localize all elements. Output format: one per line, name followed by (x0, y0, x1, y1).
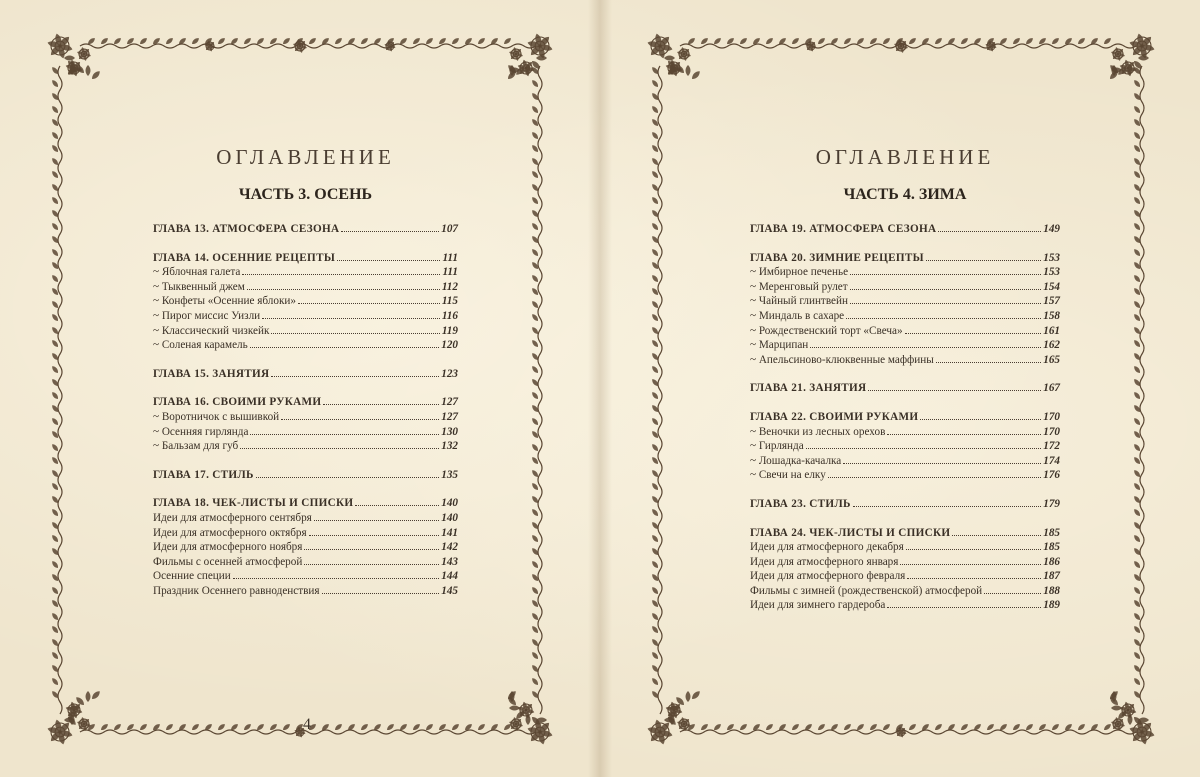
toc-entry-label: ~ Классический чизкейк (153, 324, 270, 337)
toc-entry-page: 135 (441, 468, 458, 481)
toc-entry-label: ГЛАВА 13. АТМОСФЕРА СЕЗОНА (153, 223, 340, 235)
toc-content-left (153, 145, 458, 612)
toc-entry (750, 555, 1060, 570)
dot-leader (271, 333, 439, 334)
toc-chapter-entry (153, 496, 458, 511)
toc-group (153, 367, 458, 382)
toc-entry-page: 119 (441, 324, 458, 337)
dot-leader (233, 578, 439, 579)
toc-entry (153, 294, 458, 309)
toc-entry (153, 584, 458, 599)
toc-entry-label: ГЛАВА 18. ЧЕК-ЛИСТЫ И СПИСКИ (153, 497, 354, 510)
dot-leader (250, 347, 439, 348)
toc-entry-label: Идеи для атмосферного сентября (153, 511, 312, 524)
toc-entry-page: 179 (1043, 497, 1060, 510)
toc-entry-page: 167 (1043, 382, 1060, 395)
dot-leader (309, 535, 440, 536)
toc-entry-page: 157 (1043, 295, 1060, 308)
toc-entry (153, 425, 458, 440)
toc-entry-label: ~ Марципан (750, 339, 809, 352)
dot-leader (843, 463, 1041, 464)
toc-group (153, 496, 458, 598)
toc-entry (750, 353, 1060, 368)
toc-chapter-entry (153, 222, 458, 237)
toc-entry-label: ГЛАВА 15. ЗАНЯТИЯ (153, 367, 270, 380)
dot-leader (298, 303, 440, 304)
toc-entry-label: ~ Тыквенный джем (153, 280, 245, 293)
toc-entry-label: ГЛАВА 20. ЗИМНИЕ РЕЦЕПТЫ (750, 251, 924, 264)
toc-entry-label: Идеи для атмосферного декабря (750, 541, 904, 554)
toc-entry-page: 127 (441, 396, 458, 409)
toc-group (750, 410, 1060, 483)
toc-entry-label: ГЛАВА 24. ЧЕК-ЛИСТЫ И СПИСКИ (750, 526, 951, 539)
toc-entry (153, 569, 458, 584)
dot-leader (938, 231, 1041, 232)
toc-entry-label: ~ Свечи на елку (750, 469, 826, 482)
toc-entry (153, 338, 458, 353)
toc-entry-page: 140 (441, 511, 458, 524)
toc-chapter-entry (750, 222, 1060, 237)
toc-entry (153, 309, 458, 324)
toc-entry-label: Праздник Осеннего равноденствия (153, 584, 320, 597)
toc-entry-label: ~ Лошадка-качалка (750, 454, 842, 467)
dot-leader (907, 578, 1041, 579)
dot-leader (984, 593, 1041, 594)
toc-group (750, 222, 1060, 237)
toc-entry-page: 149 (1043, 223, 1060, 235)
toc-entry-label: ГЛАВА 14. ОСЕННИЕ РЕЦЕПТЫ (153, 251, 336, 264)
toc-group (153, 251, 458, 353)
toc-entry-page: 154 (1043, 280, 1060, 293)
toc-entry (153, 439, 458, 454)
toc-entry-page: 176 (1043, 469, 1060, 482)
toc-entry-page: 141 (441, 526, 458, 539)
toc-entry-page: 153 (1043, 251, 1060, 264)
dot-leader (887, 607, 1041, 608)
toc-entry-label: Фильмы с осенней атмосферой (153, 555, 303, 568)
toc-entry-page: 186 (1043, 555, 1060, 568)
toc-entry-page: 142 (441, 541, 458, 554)
dot-leader (828, 477, 1041, 478)
toc-entry-page: 161 (1043, 324, 1060, 337)
toc-chapter-entry (750, 381, 1060, 396)
toc-entry-page: 127 (441, 410, 458, 423)
dot-leader (906, 549, 1041, 550)
toc-entry-page: 187 (1043, 570, 1060, 583)
toc-group (750, 497, 1060, 512)
toc-content-right (750, 145, 1060, 627)
dot-leader (242, 274, 440, 275)
toc-entry (750, 598, 1060, 613)
toc-entry (750, 338, 1060, 353)
toc-entry-page: 120 (441, 339, 458, 352)
toc-entry (750, 425, 1060, 440)
dot-leader (900, 564, 1041, 565)
toc-entry-label: ~ Конфеты «Осенние яблоки» (153, 295, 296, 308)
page-number: 4 (303, 716, 311, 733)
dot-leader (337, 260, 440, 261)
dot-leader (850, 303, 1041, 304)
dot-leader (926, 260, 1041, 261)
dot-leader (850, 274, 1041, 275)
toc-entry (153, 410, 458, 425)
dot-leader (846, 318, 1041, 319)
toc-entry-page: 116 (441, 309, 458, 322)
toc-entry-label: ~ Гирлянда (750, 440, 804, 453)
toc-group (153, 468, 458, 483)
toc-list (750, 222, 1060, 613)
toc-entry-label: Фильмы с зимней (рождественской) атмосферой (750, 584, 983, 597)
toc-group (750, 251, 1060, 368)
toc-entry (153, 265, 458, 280)
dot-leader (905, 333, 1042, 334)
toc-chapter-entry (750, 526, 1060, 541)
toc-entry-label: ~ Яблочная галета (153, 266, 241, 279)
toc-entry-page: 158 (1043, 309, 1060, 322)
toc-entry (153, 280, 458, 295)
toc-entry (153, 511, 458, 526)
dot-leader (355, 505, 439, 506)
toc-entry (750, 540, 1060, 555)
toc-entry-page: 115 (441, 295, 458, 308)
dot-leader (850, 289, 1042, 290)
dot-leader (341, 231, 439, 232)
toc-entry-label: ~ Осенняя гирлянда (153, 425, 249, 438)
toc-title: ОГЛАВЛЕНИЕ (815, 145, 995, 169)
toc-entry-label: ГЛАВА 23. СТИЛЬ (750, 497, 851, 510)
toc-chapter-entry (750, 251, 1060, 266)
dot-leader (936, 362, 1041, 363)
toc-entry-page: 185 (1043, 526, 1060, 539)
toc-entry-label: Идеи для атмосферного февраля (750, 570, 906, 583)
toc-entry-page: 132 (441, 440, 458, 453)
toc-entry-label: ~ Апельсиново-клюквенные маффины (750, 353, 934, 366)
dot-leader (314, 520, 439, 521)
dot-leader (262, 318, 440, 319)
toc-entry-label: ГЛАВА 22. СВОИМИ РУКАМИ (750, 410, 919, 423)
toc-entry-label: Осенние специи (153, 570, 231, 583)
toc-entry (750, 584, 1060, 599)
toc-entry-page: 123 (441, 367, 458, 380)
toc-entry (750, 468, 1060, 483)
toc-entry-page: 172 (1043, 440, 1060, 453)
dot-leader (322, 593, 440, 594)
dot-leader (952, 535, 1041, 536)
toc-chapter-entry (153, 468, 458, 483)
toc-chapter-entry (750, 410, 1060, 425)
dot-leader (247, 289, 440, 290)
toc-chapter-entry (750, 497, 1060, 512)
toc-entry-page: 170 (1043, 425, 1060, 438)
toc-entry-page: 111 (442, 251, 458, 264)
dot-leader (810, 347, 1041, 348)
toc-entry-label: ГЛАВА 19. АТМОСФЕРА СЕЗОНА (750, 223, 937, 235)
dot-leader (281, 419, 439, 420)
toc-entry-page: 174 (1043, 454, 1060, 467)
toc-entry (153, 526, 458, 541)
toc-entry-label: ~ Бальзам для губ (153, 440, 239, 453)
toc-entry-page: 130 (441, 425, 458, 438)
toc-entry-page: 162 (1043, 339, 1060, 352)
toc-entry-label: ~ Соленая карамель (153, 339, 248, 352)
toc-entry (750, 324, 1060, 339)
toc-entry-label: Идеи для атмосферного октября (153, 526, 307, 539)
toc-entry-label: ~ Воротничок с вышивкой (153, 410, 280, 423)
toc-entry-label: ~ Имбирное печенье (750, 266, 849, 279)
toc-entry (153, 324, 458, 339)
toc-entry-page: 165 (1043, 353, 1060, 366)
toc-entry-page: 153 (1043, 266, 1060, 279)
toc-entry-label: ~ Рождественский торт «Свеча» (750, 324, 903, 337)
dot-leader (887, 434, 1041, 435)
dot-leader (240, 448, 439, 449)
right-page (600, 0, 1200, 777)
toc-entry-page: 189 (1043, 599, 1060, 612)
toc-entry-label: ~ Чайный глинтвейн (750, 295, 848, 308)
dot-leader (806, 448, 1042, 449)
toc-group (153, 222, 458, 237)
toc-entry-page: 188 (1043, 584, 1060, 597)
dot-leader (323, 404, 439, 405)
toc-entry-label: Идеи для атмосферного ноября (153, 541, 303, 554)
toc-entry-label: ~ Меренговый рулет (750, 280, 848, 293)
toc-entry (750, 280, 1060, 295)
toc-entry-page: 144 (441, 570, 458, 583)
dot-leader (250, 434, 439, 435)
dot-leader (304, 564, 439, 565)
toc-group (750, 381, 1060, 396)
toc-entry-page: 170 (1043, 410, 1060, 423)
dot-leader (853, 506, 1041, 507)
toc-entry-page: 143 (441, 555, 458, 568)
toc-title: ОГЛАВЛЕНИЕ (216, 145, 395, 169)
toc-entry (750, 454, 1060, 469)
toc-entry (153, 555, 458, 570)
toc-entry (153, 540, 458, 555)
toc-entry (750, 265, 1060, 280)
toc-entry (750, 439, 1060, 454)
toc-entry-page: 107 (441, 223, 458, 235)
toc-chapter-entry (153, 251, 458, 266)
part-title: ЧАСТЬ 4. ЗИМА (843, 186, 967, 203)
toc-group (153, 395, 458, 453)
toc-entry-page: 145 (441, 584, 458, 597)
toc-entry-label: ~ Веночки из лесных орехов (750, 425, 886, 438)
part-title: ЧАСТЬ 3. ОСЕНЬ (238, 186, 373, 203)
toc-entry-label: ГЛАВА 16. СВОИМИ РУКАМИ (153, 396, 322, 409)
toc-group (750, 526, 1060, 614)
dot-leader (304, 549, 439, 550)
toc-chapter-entry (153, 395, 458, 410)
dot-leader (271, 376, 439, 377)
toc-entry-page: 112 (441, 280, 458, 293)
toc-entry (750, 309, 1060, 324)
dot-leader (256, 477, 439, 478)
toc-entry-label: ГЛАВА 17. СТИЛЬ (153, 468, 254, 481)
toc-entry-label: Идеи для атмосферного января (750, 555, 899, 568)
dot-leader (920, 419, 1041, 420)
toc-entry-label: ~ Пирог миссис Уизли (153, 309, 261, 322)
toc-entry-page: 140 (441, 497, 458, 510)
toc-entry-page: 111 (442, 266, 458, 279)
toc-chapter-entry (153, 367, 458, 382)
toc-entry-label: ГЛАВА 21. ЗАНЯТИЯ (750, 382, 867, 395)
toc-list (153, 222, 458, 598)
toc-entry-label: ~ Миндаль в сахаре (750, 309, 845, 322)
toc-entry-label: Идеи для зимнего гардероба (750, 599, 886, 612)
toc-entry (750, 569, 1060, 584)
dot-leader (868, 390, 1041, 391)
toc-entry-page: 185 (1043, 541, 1060, 554)
toc-entry (750, 294, 1060, 309)
